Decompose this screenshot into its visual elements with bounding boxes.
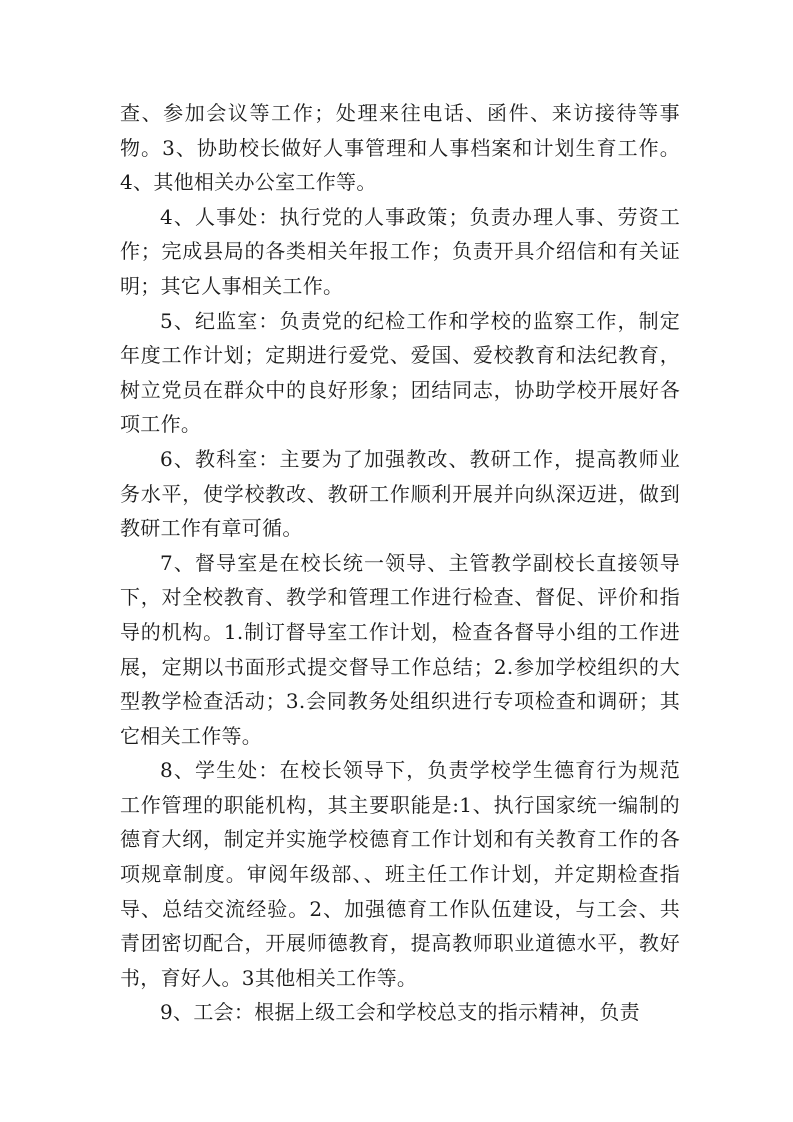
paragraph-discipline-inspection-office: 5、纪监室：负责党的纪检工作和学校的监察工作，制定年度工作计划；定期进行爱党、爱国、爱校教育和法纪教育，树立党员在群众中的良好形象；团结同志，协助学校开展好各项工作。 <box>120 308 680 437</box>
document-body <box>120 96 680 1030</box>
paragraph-office-duties-continued: 查、参加会议等工作；处理来往电话、函件、来访接待等事物。3、协助校长做好人事管理和人事档案和计划生育工作。4、其他相关办公室工作等。 <box>120 101 680 195</box>
paragraph-personnel-office: 4、人事处：执行党的人事政策；负责办理人事、劳资工作；完成县局的各类相关年报工作；负责开具介绍信和有关证明；其它人事相关工作。 <box>120 204 680 298</box>
paragraph-supervision-office: 7、督导室是在校长统一领导、主管教学副校长直接领导下，对全校教育、教学和管理工作进行检查、督促、评价和指导的机构。1.制订督导室工作计划，检查各督导小组的工作进展，定期以书面形式提交督导工作总结；2.参加学校组织的大型教学检查活动；3.会同教务处组织进行专项检查和调研；其它相关工作等。 <box>120 550 680 748</box>
paragraph-trade-union: 9、工会：根据上级工会和学校总支的指示精神，负责 <box>160 1000 640 1025</box>
paragraph-student-affairs-office: 8、学生处：在校长领导下，负责学校学生德育行为规范工作管理的职能机构，其主要职能是:1、执行国家统一编制的德育大纲，制定并实施学校德育工作计划和有关教育工作的各项规章制度。审阅年级部、、班主任工作计划，并定期检查指导、总结交流经验。2、加强德育工作队伍建设，与工会、共青团密切配合，开展师德教育，提高教师职业道德水平，教好书，育好人。3其他相关工作等。 <box>120 758 680 990</box>
paragraph-education-research-office: 6、教科室：主要为了加强教改、教研工作，提高教师业务水平，使学校教改、教研工作顺利开展并向纵深迈进，做到教研工作有章可循。 <box>120 446 680 541</box>
